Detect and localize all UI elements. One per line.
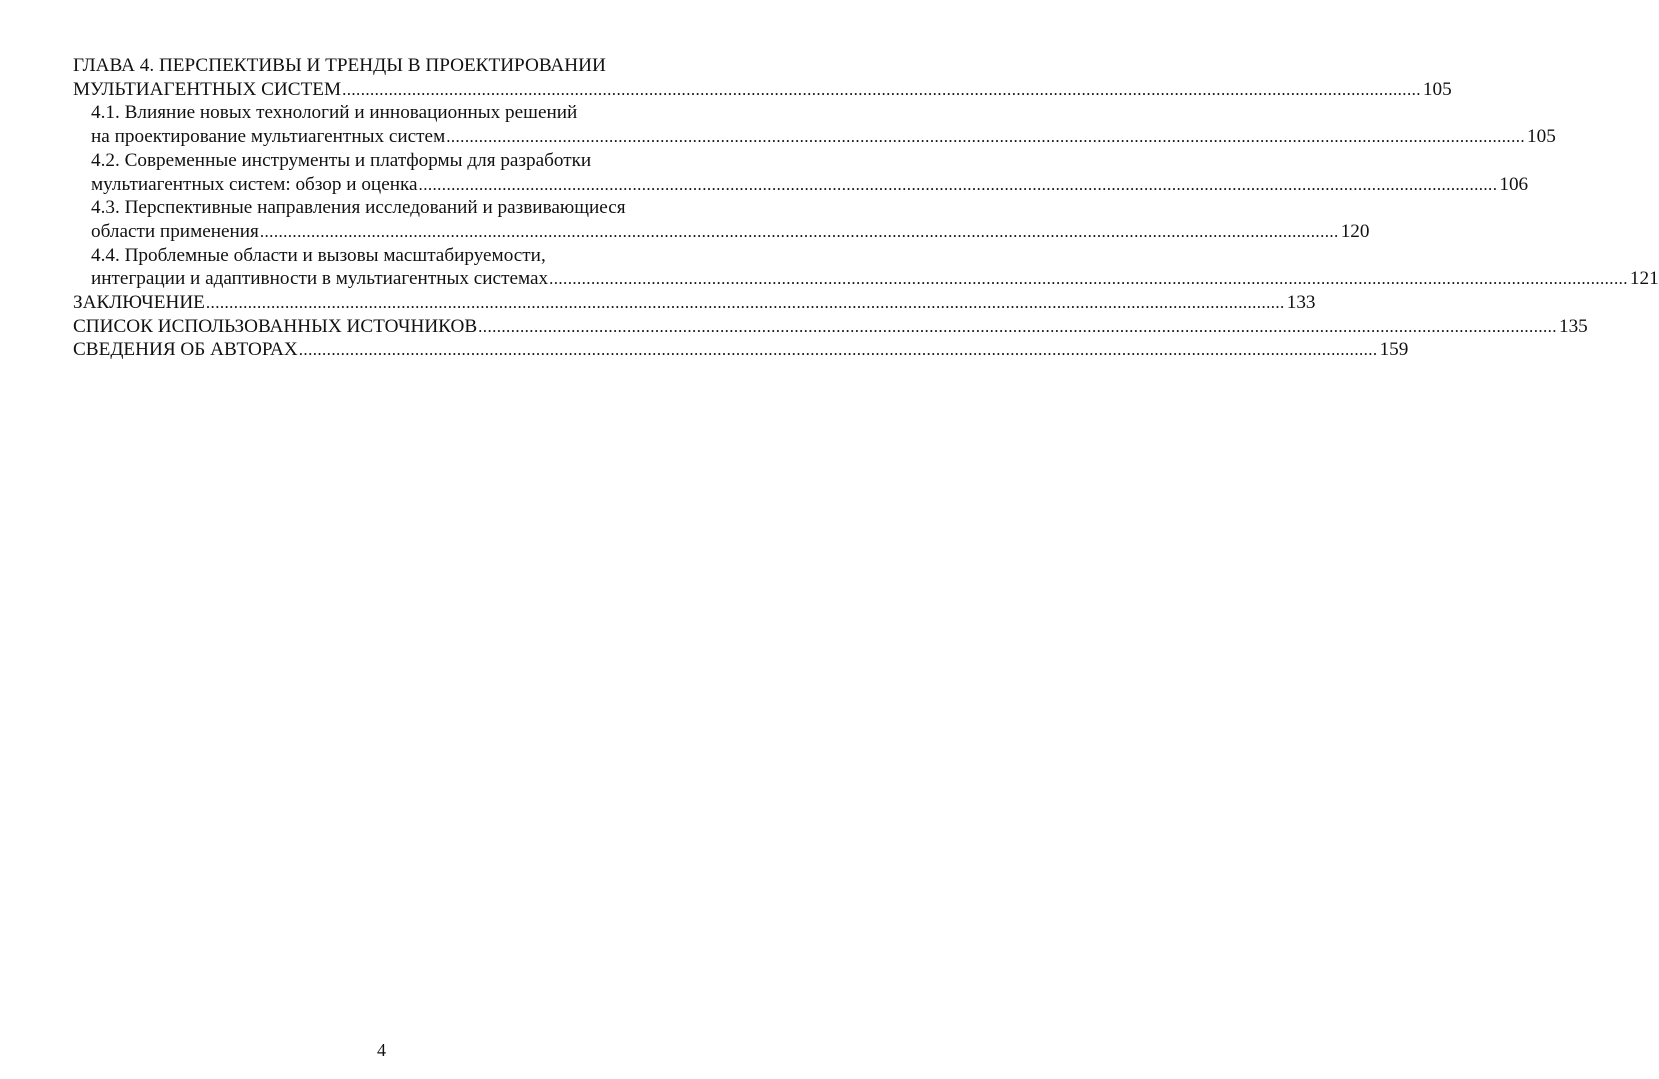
toc-entry-title-continued: мультиагентных систем: обзор и оценка: [91, 173, 418, 195]
toc-page-number: 120: [1340, 220, 1370, 242]
toc-entry-title: 4.2. Современные инструменты и платформы для разработки: [91, 149, 592, 171]
toc-entry-section-4-3[interactable]: [73, 196, 1370, 243]
toc-entry-title-continued: МУЛЬТИАГЕНТНЫХ СИСТЕМ: [73, 78, 342, 100]
toc-entry-title: ЗАКЛЮЧЕНИЕ: [73, 292, 205, 314]
toc-page-number: 105: [1527, 126, 1556, 148]
toc-entry-title-continued: интеграции и адаптивности в мультиагентных системах: [91, 268, 549, 290]
toc-entry-title-continued: области применения: [91, 220, 259, 242]
toc-entry-conclusion[interactable]: [73, 291, 1316, 315]
dot-leader: [260, 220, 1339, 244]
toc-entry-authors[interactable]: [73, 338, 1409, 362]
toc-entry-title: 4.1. Влияние новых технологий и инновационных решений: [91, 102, 578, 124]
dot-leader: [299, 338, 1378, 362]
toc-entry-title: ГЛАВА 4. ПЕРСПЕКТИВЫ И ТРЕНДЫ В ПРОЕКТИРОВАНИИ: [73, 55, 606, 76]
toc-entry-chapter-4[interactable]: [73, 54, 1452, 101]
toc-entry-title-line: [73, 54, 690, 78]
toc-entry-title-line: [73, 125, 1556, 149]
dot-leader: [446, 125, 1525, 149]
toc-entry-title-line: [73, 220, 1370, 244]
toc-entry-references[interactable]: [73, 315, 1588, 339]
toc-entry-title: СПИСОК ИСПОЛЬЗОВАННЫХ ИСТОЧНИКОВ: [73, 315, 478, 337]
toc-page-number: 135: [1558, 315, 1588, 337]
toc-page-number: 105: [1422, 78, 1452, 100]
toc-entry-section-4-1[interactable]: [73, 101, 1556, 148]
toc-page-number: 121: [1629, 268, 1659, 290]
toc-entry-title-line: [73, 196, 690, 220]
toc-page-number: 106: [1499, 173, 1529, 195]
dot-leader: [206, 291, 1285, 315]
page-number: 4: [377, 1040, 386, 1060]
table-of-contents: [73, 54, 1659, 362]
toc-entry-section-4-4[interactable]: [73, 244, 1659, 291]
toc-entry-title: 4.3. Перспективные направления исследований и развивающиеся: [91, 197, 626, 219]
toc-entry-section-4-2[interactable]: [73, 149, 1529, 196]
toc-entry-title: СВЕДЕНИЯ ОБ АВТОРАХ: [73, 339, 298, 361]
toc-entry-title-line: [73, 244, 690, 268]
toc-page-number: 133: [1286, 292, 1316, 314]
toc-entry-title-line: [73, 101, 690, 125]
toc-entry-title-line: [73, 78, 1452, 102]
toc-entry-title-continued: на проектирование мультиагентных систем: [91, 126, 446, 148]
dot-leader: [419, 173, 1498, 197]
toc-entry-title-line: [73, 149, 690, 173]
toc-entry-title-line: [73, 267, 1659, 291]
toc-page-number: 159: [1379, 339, 1409, 361]
toc-entry-title: 4.4. Проблемные области и вызовы масштабируемости,: [91, 244, 546, 266]
dot-leader: [342, 78, 1421, 102]
dot-leader: [549, 267, 1628, 291]
toc-entry-title-line: [73, 173, 1529, 197]
dot-leader: [478, 315, 1557, 339]
